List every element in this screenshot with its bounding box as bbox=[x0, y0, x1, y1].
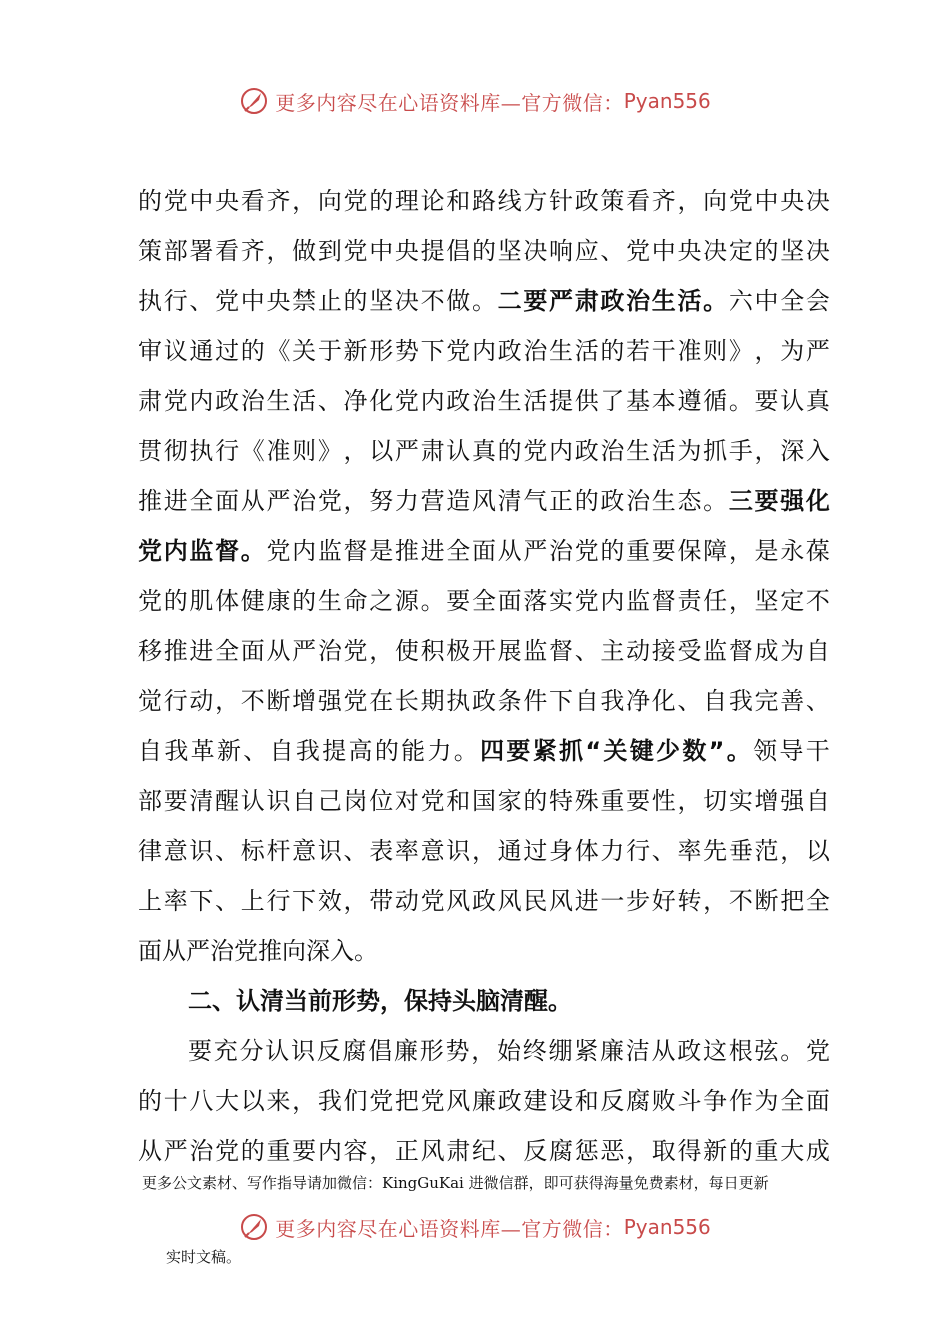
text-line: 策 部 署 看 齐 ， 做 到 党 中 央 提 倡 的 坚 决 响 应 、 党 中 央 决 定 的 坚 决 bbox=[138, 237, 830, 265]
text-line: 推 进 全 面 从 严 治 党 ， 努 力 营 造 风 清 气 正 的 政 治 生 态 。 三 要 强 化 bbox=[138, 487, 830, 515]
text-line: 党 的 肌 体 健 康 的 生 命 之 源 。 要 全 面 落 实 党 内 监 督 责 任 ， 坚 定 不 bbox=[138, 587, 830, 615]
document-body bbox=[138, 176, 830, 1176]
text-line: 移 推 进 全 面 从 严 治 党 ， 使 积 极 开 展 监 督 、 主 动 接 受 监 督 成 为 自 bbox=[138, 637, 830, 665]
text-line: 党 内 监 督 。 党 内 监 督 是 推 进 全 面 从 严 治 党 的 重 要 保 障 ， 是 永 葆 bbox=[138, 537, 830, 565]
text-line: 贯 彻 执 行 《 准 则 》 ， 以 严 肃 认 真 的 党 内 政 治 生 活 为 抓 手 ， 深 入 bbox=[138, 437, 830, 465]
banner-text: 更多内容尽在心语资料库—官方微信： bbox=[275, 90, 624, 115]
text-line: 自 我 革 新 、 自 我 提 高 的 能 力 。 四 要 紧 抓 “ 关 键 少 数 ” 。 领 导 干 bbox=[138, 737, 830, 765]
paragraph-1 bbox=[138, 176, 830, 976]
text-line: 的 十 八 大 以 来 ， 我 们 党 把 党 风 廉 政 建 设 和 反 腐 败 斗 争 作 为 全 面 bbox=[138, 1087, 830, 1115]
quill-pen-logo-icon bbox=[239, 1212, 269, 1242]
banner-wechat-id: Pyan556 bbox=[623, 1215, 711, 1239]
footer-promo-line-2: 实时文稿。 bbox=[166, 1248, 242, 1266]
paragraph-2 bbox=[138, 1026, 830, 1176]
text-line: 上 率 下 、 上 行 下 效 ， 带 动 党 风 政 风 民 风 进 一 步 好 转 ， 不 断 把 全 bbox=[138, 887, 830, 915]
quill-pen-logo-icon bbox=[239, 86, 269, 116]
text-line: 执 行 、 党 中 央 禁 止 的 坚 决 不 做 。 二 要 严 肃 政 治 生 活 。 六 中 全 会 bbox=[138, 287, 830, 315]
text-line: 肃 党 内 政 治 生 活 、 净 化 党 内 政 治 生 活 提 供 了 基 本 遵 循 。 要 认 真 bbox=[138, 387, 830, 415]
text-line: 部 要 清 醒 认 识 自 己 岗 位 对 党 和 国 家 的 特 殊 重 要 性 ， 切 实 增 强 自 bbox=[138, 787, 830, 815]
text-line: 要 充 分 认 识 反 腐 倡 廉 形 势 ， 始 终 绷 紧 廉 洁 从 政 这 根 弦 。 党 bbox=[188, 1037, 830, 1065]
header-banner bbox=[0, 86, 950, 116]
text-line: 觉 行 动 ， 不 断 增 强 党 在 长 期 执 政 条 件 下 自 我 净 化 、 自 我 完 善 、 bbox=[138, 687, 830, 715]
banner-text: 更多内容尽在心语资料库—官方微信： bbox=[275, 1216, 624, 1241]
text-line: 审 议 通 过 的 《 关 于 新 形 势 下 党 内 政 治 生 活 的 若 干 准 则 》 ， 为 严 bbox=[138, 337, 830, 365]
section-heading: 二、认清当前形势，保持头脑清醒。 bbox=[188, 986, 572, 1015]
banner-wechat-id: Pyan556 bbox=[623, 89, 711, 113]
footer-banner bbox=[0, 1212, 950, 1242]
text-line: 的 党 中 央 看 齐 ， 向 党 的 理 论 和 路 线 方 针 政 策 看 齐 ， 向 党 中 央 决 bbox=[138, 187, 830, 215]
text-line: 从 严 治 党 的 重 要 内 容 ， 正 风 肃 纪 、 反 腐 惩 恶 ， 取 得 新 的 重 大 成 bbox=[138, 1137, 830, 1165]
footer-promo-line: 更多公文素材、写作指导请加微信：KingGuKai 进微信群，即可获得海量免费素材，每日更新 bbox=[142, 1174, 769, 1192]
text-line: 面 从 严 治 党 推 向 深 入 。 bbox=[138, 937, 378, 965]
text-line: 律 意 识 、 标 杆 意 识 、 表 率 意 识 ， 通 过 身 体 力 行 、 率 先 垂 范 ， 以 bbox=[138, 837, 830, 865]
